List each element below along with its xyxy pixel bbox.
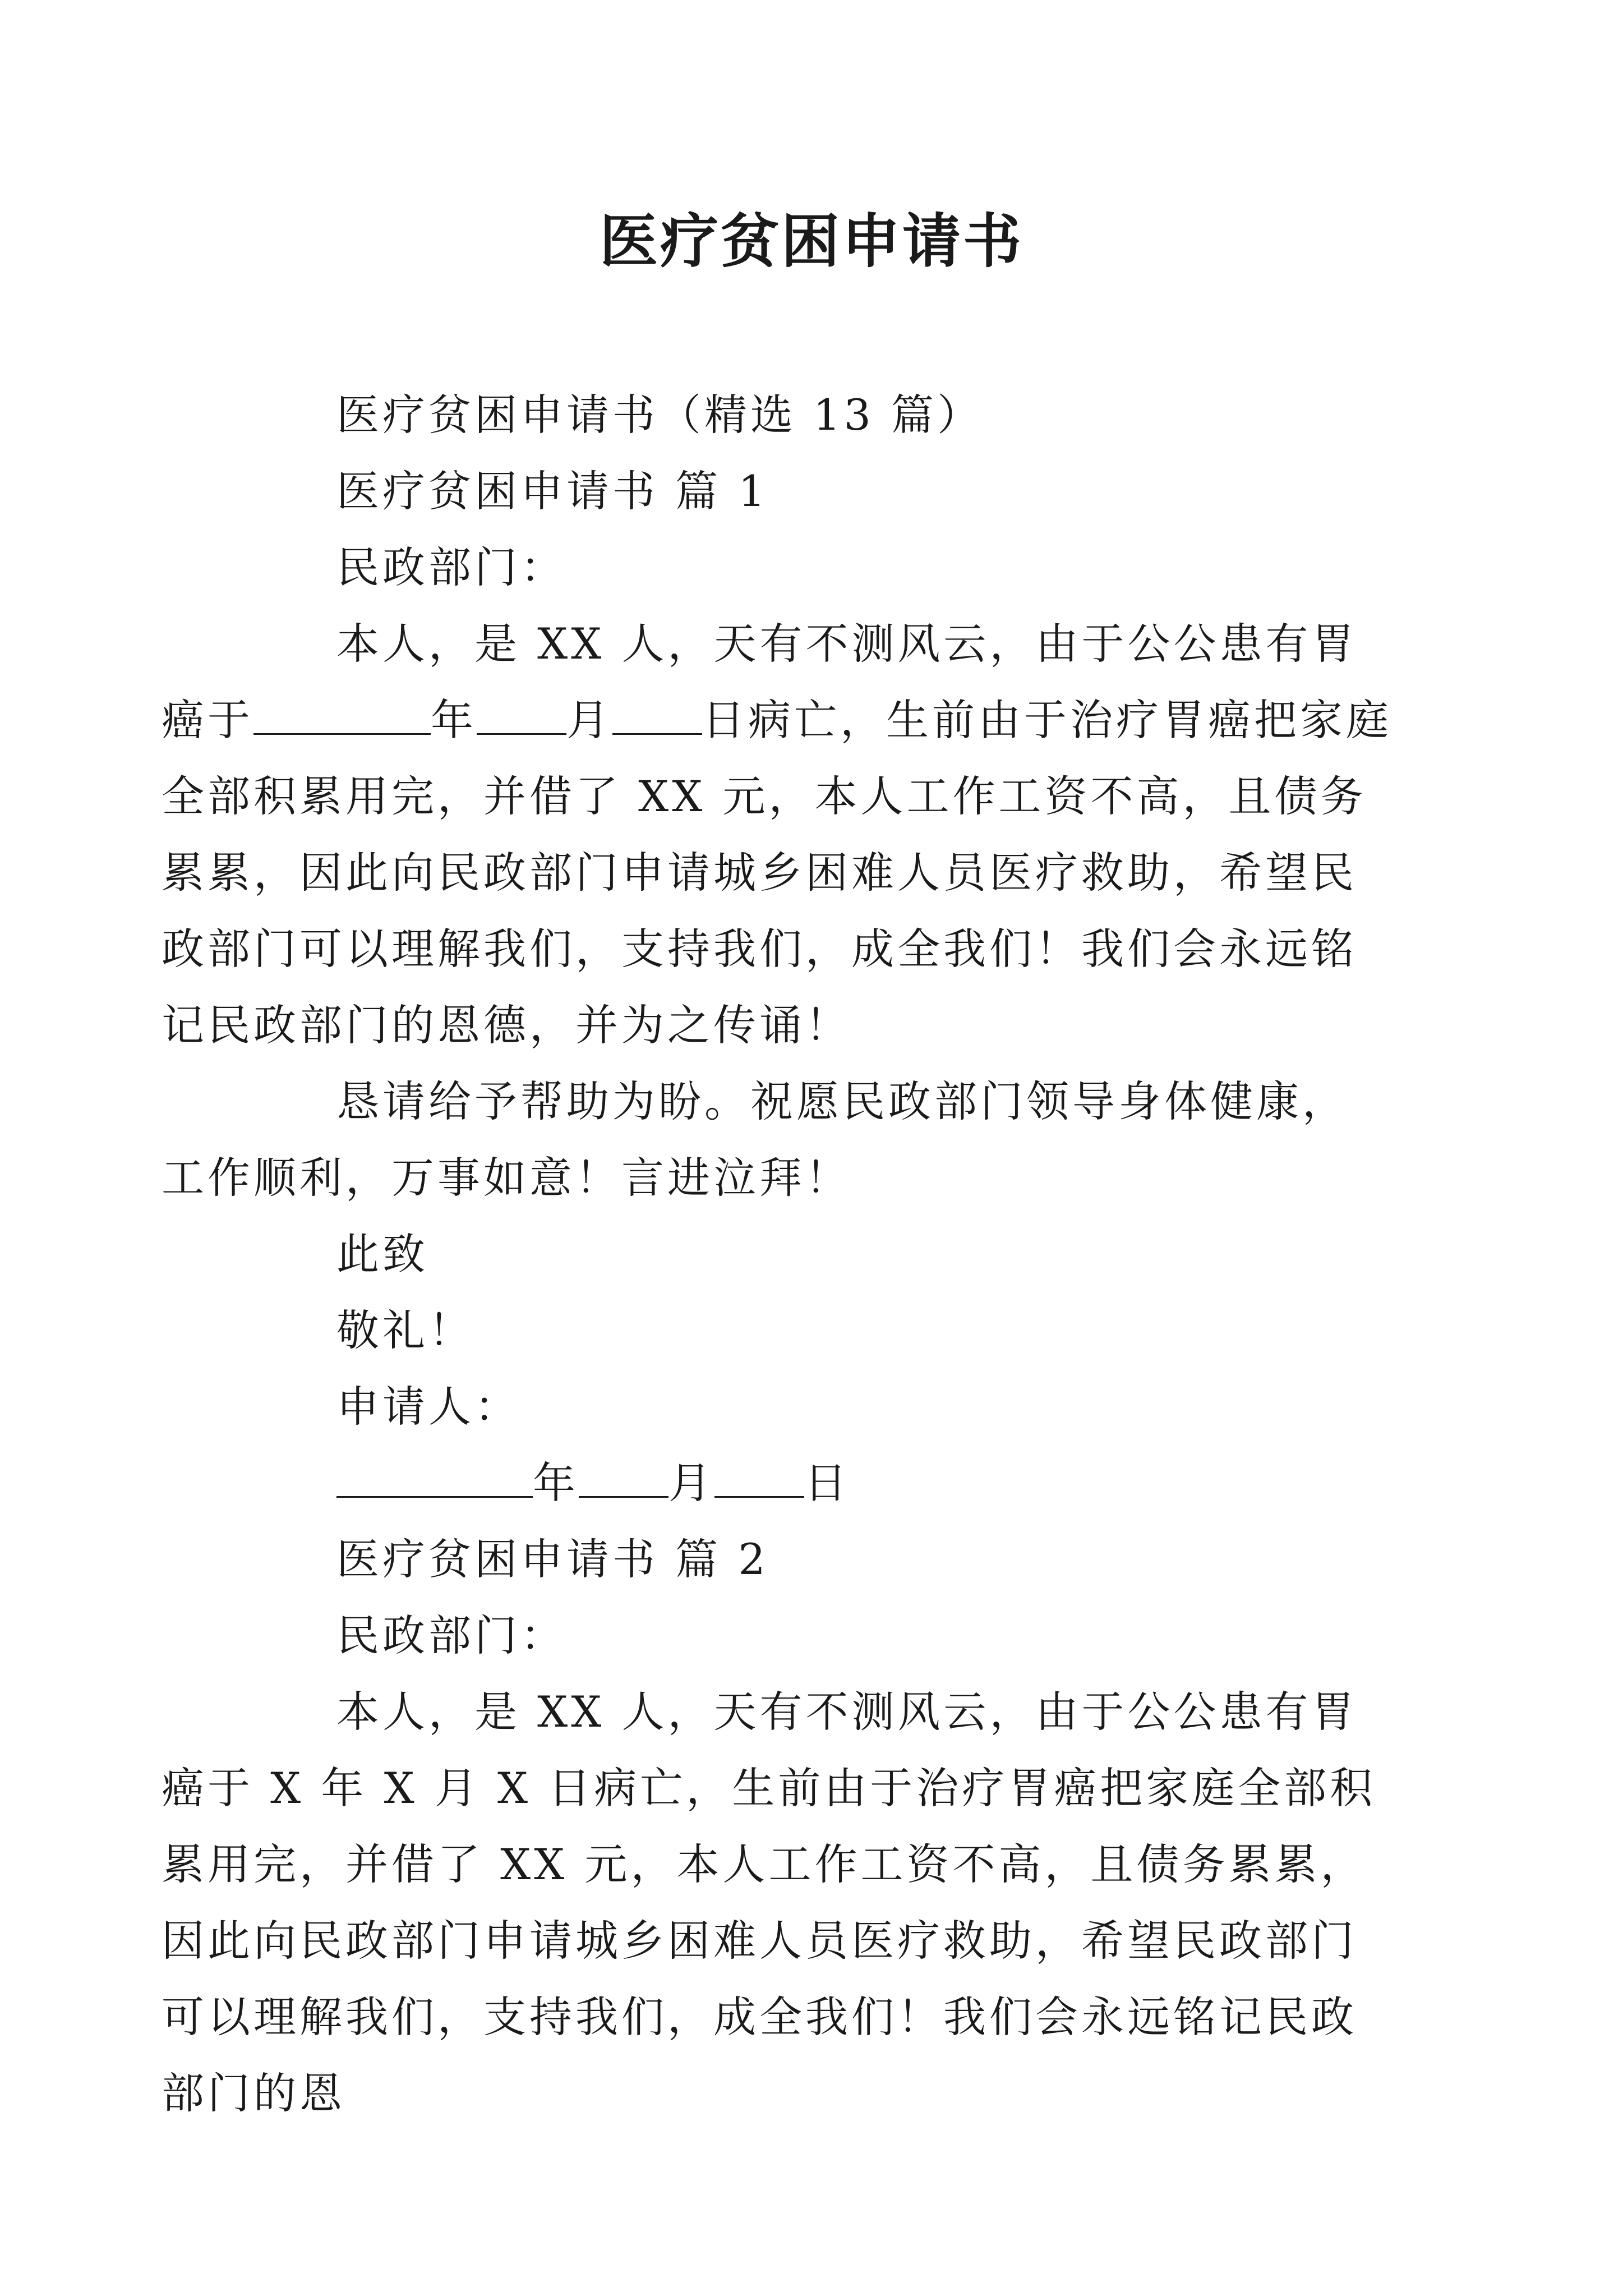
year-blank <box>336 1461 533 1498</box>
month-label: 月 <box>668 1458 714 1508</box>
paragraph: 本人，是 XX 人，天有不测风云，由于公公患有胃癌于 X 年 X 月 X 日病亡，生前由于治疗胃癌把家庭全部积累用完，并借了 XX 元，本人工作工资不高，且债务累累，因此向民政部门申请城乡困难人员医疗救助，希望民政部门可以理解我们，支持我们，成全我们！我们会永远铭记民政部门的恩 <box>162 1687 1376 2118</box>
year-label: 年 <box>533 1458 579 1508</box>
date-line <box>249 1445 1393 1521</box>
closing-line: 此致 <box>336 1229 428 1279</box>
document-title: 医疗贫困申请书 <box>599 206 1023 275</box>
section-heading: 医疗贫困申请书 篇 1 <box>336 466 769 516</box>
year-label: 年 <box>431 695 477 745</box>
section-heading: 医疗贫困申请书 篇 2 <box>336 1534 769 1584</box>
day-blank <box>714 1461 804 1498</box>
applicant-label: 申请人： <box>336 1382 520 1432</box>
closing-line: 敬礼！ <box>336 1305 474 1355</box>
salutation: 民政部门： <box>336 1611 566 1660</box>
month-blank <box>579 1461 668 1498</box>
salutation: 民政部门： <box>336 542 566 592</box>
year-blank <box>253 698 431 735</box>
month-label: 月 <box>566 695 612 745</box>
month-blank <box>477 698 566 735</box>
document-body <box>162 377 1393 2132</box>
day-blank <box>612 698 702 735</box>
paragraph: 恳请给予帮助为盼。祝愿民政部门领导身体健康，工作顺利，万事如意！言进泣拜！ <box>162 1076 1348 1203</box>
document-subtitle: 医疗贫困申请书（精选 13 篇） <box>336 390 984 440</box>
paragraph-lead-text: 本人，是 XX 人，天有不测风云，由于公公患有胃癌于 <box>162 619 1358 745</box>
paragraph <box>162 606 1393 1064</box>
paragraph-rest-text: 日病亡，生前由于治疗胃癌把家庭全部积累用完，并借了 XX 元，本人工作工资不高，且债务累累，因此向民政部门申请城乡困难人员医疗救助，希望民政部门可以理解我们，支持我们，成全我们！我们会永远铭记民政部门的恩德，并为之传诵！ <box>162 695 1392 1050</box>
day-label: 日 <box>804 1458 850 1508</box>
